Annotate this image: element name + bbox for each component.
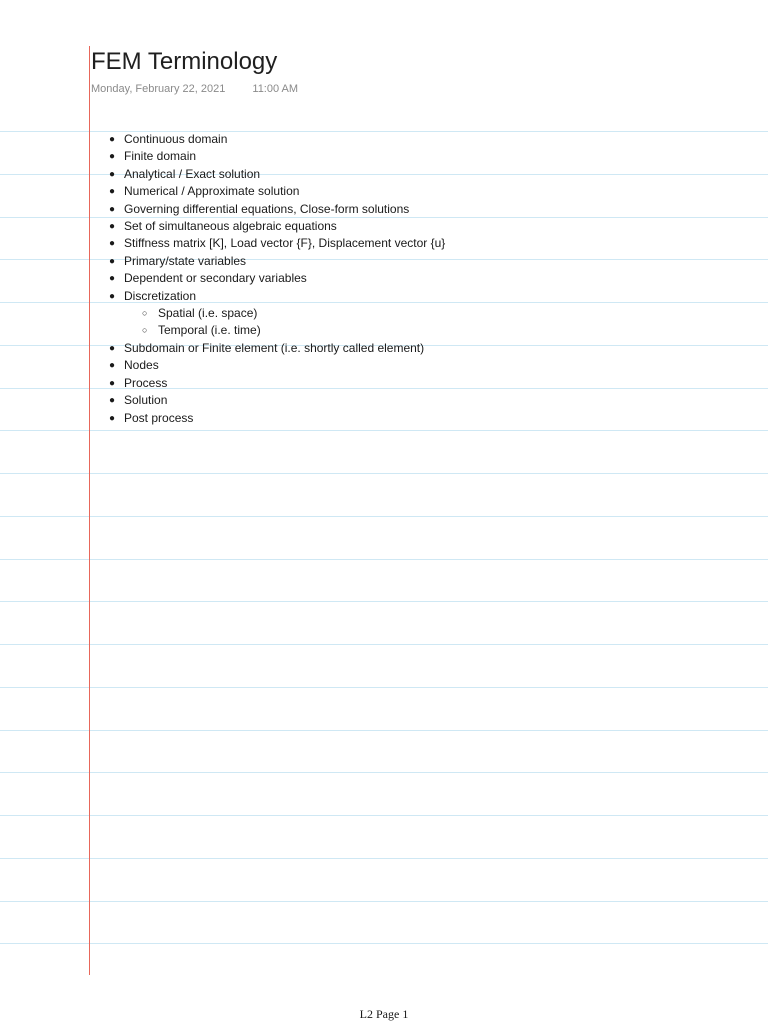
list-item-text: Numerical / Approximate solution <box>124 184 300 199</box>
list-item[interactable] <box>0 357 321 374</box>
page-footer: L2 Page 1 <box>359 1007 409 1021</box>
bullet-icon: ● <box>109 186 116 198</box>
list-item[interactable] <box>0 183 321 200</box>
list-item[interactable] <box>0 270 321 287</box>
list-item-text: Process <box>124 375 168 390</box>
list-item-text: Dependent or secondary variables <box>124 271 307 286</box>
sub-list-item[interactable] <box>0 322 321 339</box>
list-item-text: Solution <box>124 393 168 408</box>
bullet-icon: ● <box>109 377 116 389</box>
list-item[interactable] <box>0 253 321 270</box>
hollow-bullet-icon: ○ <box>142 308 148 319</box>
ruled-line <box>0 559 768 560</box>
list-item[interactable] <box>0 166 321 183</box>
bullet-icon: ● <box>109 221 116 233</box>
ruled-line <box>0 730 768 731</box>
ruled-line <box>0 858 768 859</box>
list-item[interactable] <box>0 288 321 305</box>
list-item[interactable] <box>0 410 321 427</box>
page-meta <box>91 82 298 96</box>
ruled-line <box>0 644 768 645</box>
page-time: 11:00 AM <box>252 83 299 95</box>
list-item-text: Continuous domain <box>124 132 228 146</box>
page-date: Monday, February 22, 2021 <box>91 83 226 95</box>
bullet-icon: ● <box>109 168 116 180</box>
list-item[interactable] <box>0 218 337 235</box>
list-item[interactable] <box>0 340 425 357</box>
hollow-bullet-icon: ○ <box>142 325 148 336</box>
bullet-icon: ● <box>109 290 116 302</box>
list-item-text: Temporal (i.e. time) <box>158 323 261 338</box>
sub-list-item[interactable] <box>0 305 321 322</box>
list-item-text: Post process <box>124 410 194 425</box>
list-item[interactable] <box>0 201 410 218</box>
ruled-line <box>0 772 768 773</box>
list-item-text: Stiffness matrix [K], Load vector {F}, Displacement vector {u} <box>124 236 446 251</box>
ruled-line <box>0 687 768 688</box>
bullet-icon: ● <box>109 238 116 250</box>
list-item-text: Nodes <box>124 358 159 373</box>
bullet-icon: ● <box>109 255 116 267</box>
ruled-line <box>0 601 768 602</box>
bullet-icon: ● <box>109 412 116 424</box>
ruled-line <box>0 943 768 944</box>
bullet-icon: ● <box>109 342 116 354</box>
list-item[interactable] <box>0 235 446 252</box>
list-item[interactable] <box>0 392 321 409</box>
bullet-icon: ● <box>109 395 116 407</box>
ruled-line <box>0 473 768 474</box>
page-title[interactable]: FEM Terminology <box>91 48 278 75</box>
bullet-icon: ● <box>109 360 116 372</box>
list-item[interactable] <box>0 148 321 165</box>
ruled-line <box>0 430 768 431</box>
list-item[interactable] <box>0 131 321 148</box>
list-item-text: Governing differential equations, Close-form solutions <box>124 201 410 216</box>
ruled-line <box>0 516 768 517</box>
list-item[interactable] <box>0 375 321 392</box>
ruled-line <box>0 815 768 816</box>
bullet-icon: ● <box>109 151 116 163</box>
list-item-text: Analytical / Exact solution <box>124 166 261 181</box>
list-item-text: Spatial (i.e. space) <box>158 306 258 321</box>
ruled-line <box>0 901 768 902</box>
bullet-icon: ● <box>109 134 116 145</box>
list-item-text: Primary/state variables <box>124 253 247 268</box>
list-item-text: Set of simultaneous algebraic equations <box>124 219 337 234</box>
list-item-text: Finite domain <box>124 149 197 164</box>
bullet-icon: ● <box>109 273 116 285</box>
notes-list[interactable] <box>0 131 446 427</box>
bullet-icon: ● <box>109 203 116 215</box>
list-item-text: Discretization <box>124 288 197 303</box>
list-item-text: Subdomain or Finite element (i.e. shortly called element) <box>124 340 425 355</box>
